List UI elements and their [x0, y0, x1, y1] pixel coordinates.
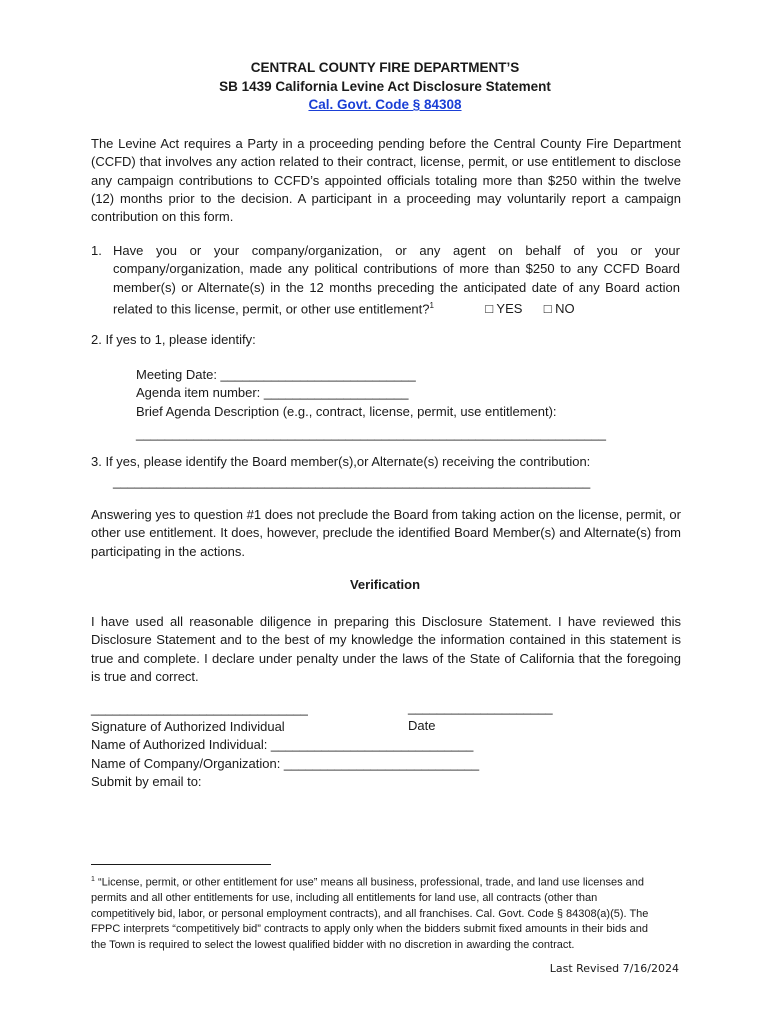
question-1: [113, 242, 680, 319]
date-line[interactable]: ____________________: [408, 700, 553, 715]
signature-label: Signature of Authorized Individual: [91, 719, 285, 734]
footnote: [91, 872, 651, 953]
statement-title: SB 1439 California Levine Act Disclosure Statement: [219, 79, 551, 94]
board-member-field[interactable]: __________________________________________________________________: [113, 474, 591, 489]
department-title: CENTRAL COUNTY FIRE DEPARTMENT’S: [250, 60, 520, 75]
question-3-text: 3. If yes, please identify the Board member(s),or Alternate(s) receiving the contribution:: [91, 454, 591, 469]
govt-code-link-text[interactable]: Cal. Govt. Code § 84308: [308, 97, 462, 112]
answer-note: Answering yes to question #1 does not preclude the Board from taking action on the license, permit, or other use entitlement. It does, however, preclude the identified Board Member(s) and Alternate(s) from participating in the actions.: [91, 507, 681, 559]
submit-email-label: Submit by email to:: [91, 773, 202, 789]
footnote-mark: 1: [91, 876, 95, 883]
intro-paragraph: The Levine Act requires a Party in a proceeding pending before the Central County Fire Department (CCFD) that involves any action related to their contract, license, permit, or use entitlement to disclose any campaign contributions to CCFD’s appointed officials totaling more than $250 within the twelve (12) months prior to the decision. A participant in a proceeding may voluntarily report a campaign contribution on this form.: [91, 136, 681, 225]
govt-code-link[interactable]: [0, 97, 770, 112]
yes-checkbox[interactable]: □ YES: [485, 301, 523, 317]
last-revised: Last Revised 7/16/2024: [549, 962, 679, 975]
date-label: Date: [408, 718, 436, 733]
authorized-name-field[interactable]: Name of Authorized Individual: ____________________________: [91, 737, 474, 753]
footnote-text: “License, permit, or other entitlement for use” means all business, professional, trade, and land use licenses and permits and all other entitlements for use, including all entitlements for land use, all contracts (other than competitively bid, labor, or personal employment contracts), and all franchises. Cal. Govt. Code § 84308(a)(5). The FPPC interprets “competitively bid” contracts to apply only when the bidders submit fixed amounts in their bids and the Town is required to select the lowest qualified bidder with no discretion in awarding the contract.: [91, 876, 649, 951]
footnote-ref: 1: [429, 300, 434, 310]
brief-description-field[interactable]: _________________________________________________________________: [136, 425, 606, 441]
verification-heading: Verification: [349, 577, 421, 592]
signature-line[interactable]: ______________________________: [91, 701, 308, 716]
company-name-field[interactable]: Name of Company/Organization: ___________________________: [91, 755, 480, 771]
footnote-divider: [91, 864, 271, 865]
meeting-date-field[interactable]: Meeting Date: ___________________________: [136, 367, 416, 382]
question-2-fields: [136, 366, 681, 443]
question-1-text: Have you or your company/organization, or any agent on behalf of you or your company/organization, made any political contributions of more than $250 to any CCFD Board member(s) or Alternate(s) in the 12 months preceding the anticipated date of any Board action related to this license, permit, or other use entitlement?: [113, 243, 680, 317]
question-2-text: 2. If yes to 1, please identify:: [91, 332, 256, 347]
brief-description-label: Brief Agenda Description (e.g., contract, license, permit, use entitlement):: [136, 403, 557, 419]
verification-text: I have used all reasonable diligence in preparing this Disclosure Statement. I have reviewed this Disclosure Statement and to the best of my knowledge the information contained in this statement is true and complete. I declare under penalty under the laws of the State of California that the foregoing is true and correct.: [91, 614, 681, 684]
no-checkbox[interactable]: □ NO: [543, 301, 575, 317]
question-1-number: 1.: [91, 243, 102, 258]
agenda-item-field[interactable]: Agenda item number: ____________________: [136, 385, 409, 401]
